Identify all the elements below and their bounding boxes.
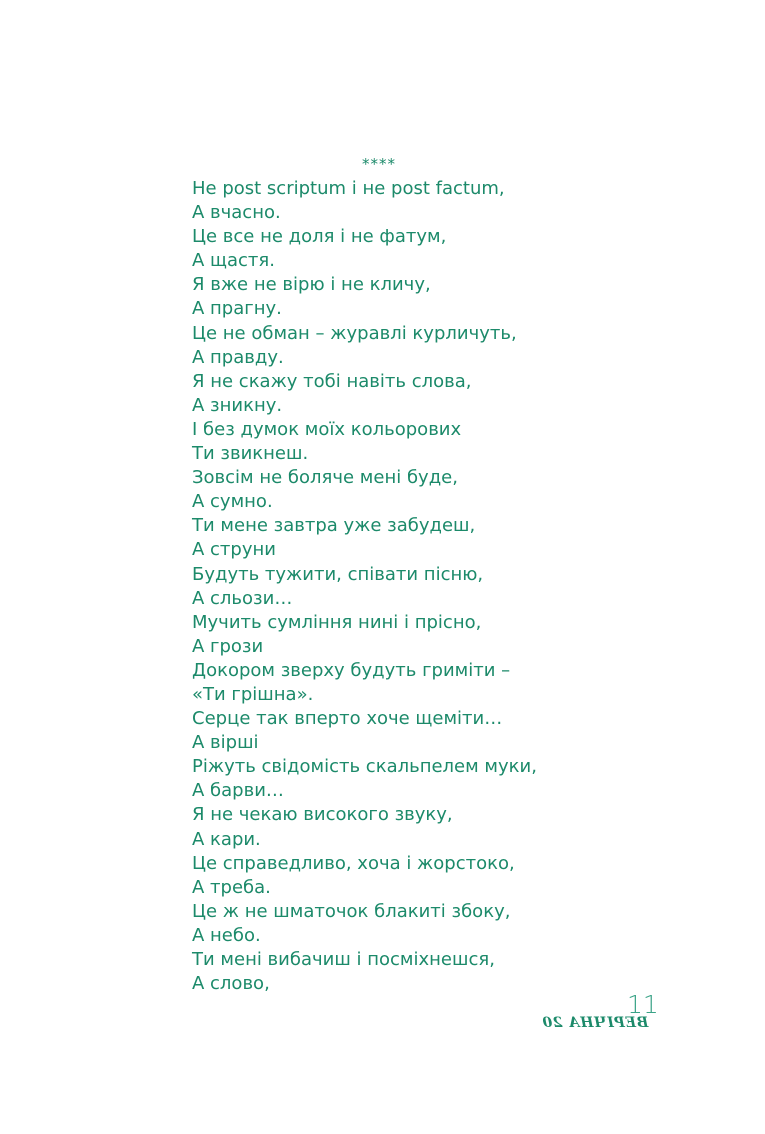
poem-line: Мучить сумління нині і прісно,	[192, 611, 482, 633]
running-title: ВЕРІЧНА 20	[542, 1015, 649, 1031]
poem-line: А слово,	[192, 973, 270, 995]
poem-line: Це не обман – журавлі курличуть,	[192, 322, 517, 344]
poem-line: Я не чекаю високого звуку,	[192, 804, 453, 826]
poem-line: Я вже не вірю і не кличу,	[192, 274, 431, 296]
poem-line: Це справедливо, хоча і жорстоко,	[192, 852, 515, 874]
poem-line: А щастя.	[192, 250, 275, 272]
poem-line: Серце так вперто хоче щеміти…	[192, 708, 503, 730]
poem-line: А прагну.	[192, 298, 282, 320]
poem-line: А барви…	[192, 780, 284, 802]
poem-line: Не post scriptum і не post factum,	[192, 178, 505, 199]
poem-line: А треба.	[192, 876, 271, 898]
poem-line: Це ж не шматочок блакиті збоку,	[192, 900, 511, 922]
poem-line: Ріжуть свідомість скальпелем муки,	[192, 756, 537, 778]
poem-line: А грози	[192, 635, 264, 657]
poem-line: А кари.	[192, 828, 261, 850]
poem-line: Будуть тужити, співати пісню,	[192, 563, 484, 585]
poem-line: І без думок моїх кольорових	[192, 418, 462, 440]
poem-line: А зникну.	[192, 394, 283, 416]
poem-line: А сльози…	[192, 587, 293, 609]
poem-line: Це все не доля і не фатум,	[192, 226, 447, 248]
poem-line: Докором зверху будуть гриміти –	[192, 659, 511, 681]
poem-line: Я не скажу тобі навіть слова,	[192, 370, 472, 392]
poem-line: Зовсім не боляче мені буде,	[192, 467, 458, 489]
poem-line: Ти мене завтра уже забудеш,	[192, 515, 476, 537]
poem-line: А струни	[192, 539, 276, 561]
poem-line: Ти мені вибачиш і посміхнешся,	[192, 949, 495, 970]
poem-line: А вчасно.	[192, 202, 281, 224]
poem-body	[192, 177, 712, 996]
poem-line: А правду.	[192, 346, 284, 368]
poem-line: А сумно.	[192, 491, 273, 513]
poem-separator: ****	[362, 155, 396, 173]
poem-line: «Ти грішна».	[192, 683, 314, 705]
poem-line: Ти звикнеш.	[192, 443, 309, 465]
poem-line: А вірші	[192, 732, 259, 754]
page-number: 11	[627, 990, 659, 1019]
poem-line: А небо.	[192, 924, 261, 946]
